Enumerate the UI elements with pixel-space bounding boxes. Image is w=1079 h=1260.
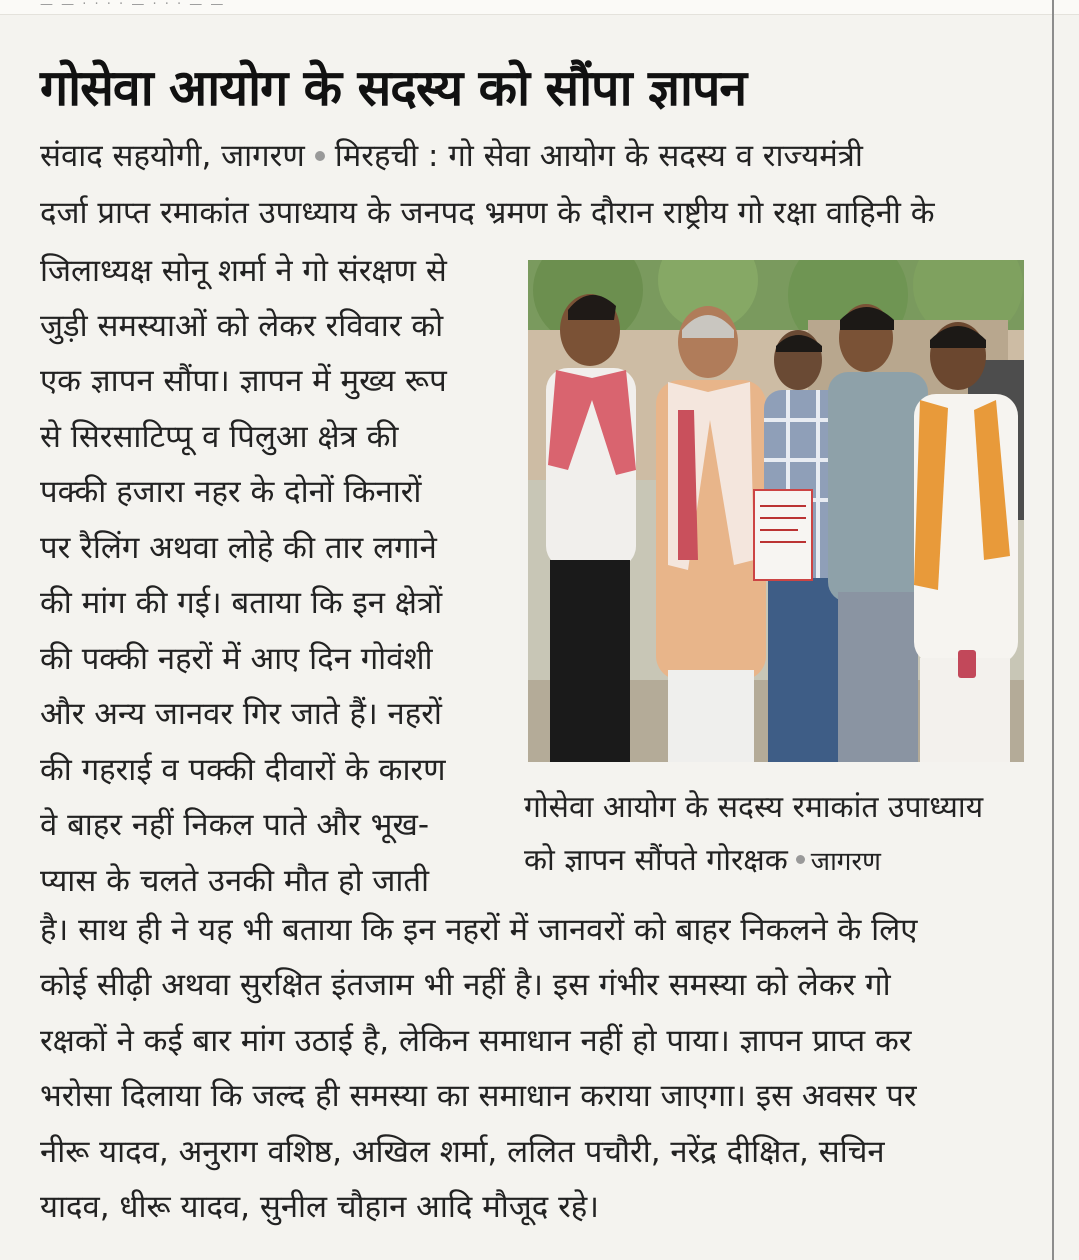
body-line: पर रैलिंग अथवा लोहे की तार लगाने: [40, 530, 437, 566]
body-line: वे बाहर नहीं निकल पाते और भूख-: [40, 807, 430, 843]
body-line: पक्की हजारा नहर के दोनों किनारों: [40, 474, 422, 510]
body-line: एक ज्ञापन सौंपा। ज्ञापन में मुख्य रूप: [40, 363, 447, 399]
bullet-dot-icon: [796, 855, 805, 864]
photo-caption-line-2: [524, 841, 881, 882]
photo-illustration: [528, 260, 1024, 762]
body-line: जुड़ी समस्याओं को लेकर रविवार को: [40, 308, 444, 344]
body-line: रक्षकों ने कई बार मांग उठाई है, लेकिन समाधान नहीं हो पाया। ज्ञापन प्राप्त कर: [40, 1023, 912, 1059]
body-line: यादव, धीरू यादव, सुनील चौहान आदि मौजूद रहे।: [40, 1189, 599, 1225]
cut-off-text: — — · · · · — · · · — —: [40, 0, 226, 8]
body-line: की पक्की नहरों में आए दिन गोवंशी: [40, 641, 433, 677]
body-line: भरोसा दिलाया कि जल्द ही समस्या का समाधान कराया जाएगा। इस अवसर पर: [40, 1078, 917, 1114]
body-line: नीरू यादव, अनुराग वशिष्ठ, अखिल शर्मा, ललित पचौरी, नरेंद्र दीक्षित, सचिन: [40, 1134, 885, 1170]
caption-credit: जागरण: [810, 847, 881, 877]
photo-caption-line-1: गोसेवा आयोग के सदस्य रमाकांत उपाध्याय: [524, 790, 984, 825]
previous-article-fragment: [0, 0, 1079, 15]
news-photo: [528, 260, 1024, 762]
body-line: है। साथ ही ने यह भी बताया कि इन नहरों में जानवरों को बाहर निकलने के लिए: [40, 912, 918, 948]
caption-text: को ज्ञापन सौंपते गोरक्षक: [524, 843, 788, 878]
dateline: मिरहची :: [334, 138, 449, 174]
body-line: से सिरसाटिप्पू व पिलुआ क्षेत्र की: [40, 419, 399, 455]
body-line: जिलाध्यक्ष सोनू शर्मा ने गो संरक्षण से: [40, 253, 447, 289]
bullet-dot-icon: [315, 151, 325, 161]
body-line: दर्जा प्राप्त रमाकांत उपाध्याय के जनपद भ्रमण के दौरान राष्ट्रीय गो रक्षा वाहिनी के: [40, 195, 935, 231]
body-line: की मांग की गई। बताया कि इन क्षेत्रों: [40, 585, 443, 621]
byline-line: [40, 136, 863, 176]
body-line: और अन्य जानवर गिर जाते हैं। नहरों: [40, 696, 442, 732]
byline-source: संवाद सहयोगी, जागरण: [40, 138, 305, 174]
column-divider: [1052, 0, 1054, 1260]
body-line: कोई सीढ़ी अथवा सुरक्षित इंतजाम भी नहीं है। इस गंभीर समस्या को लेकर गो: [40, 967, 891, 1003]
headline: गोसेवा आयोग के सदस्य को सौंपा ज्ञापन: [40, 59, 747, 117]
body-line: प्यास के चलते उनकी मौत हो जाती: [40, 863, 430, 899]
body-line: की गहराई व पक्की दीवारों के कारण: [40, 752, 446, 788]
body-line: गो सेवा आयोग के सदस्य व राज्यमंत्री: [448, 138, 863, 174]
